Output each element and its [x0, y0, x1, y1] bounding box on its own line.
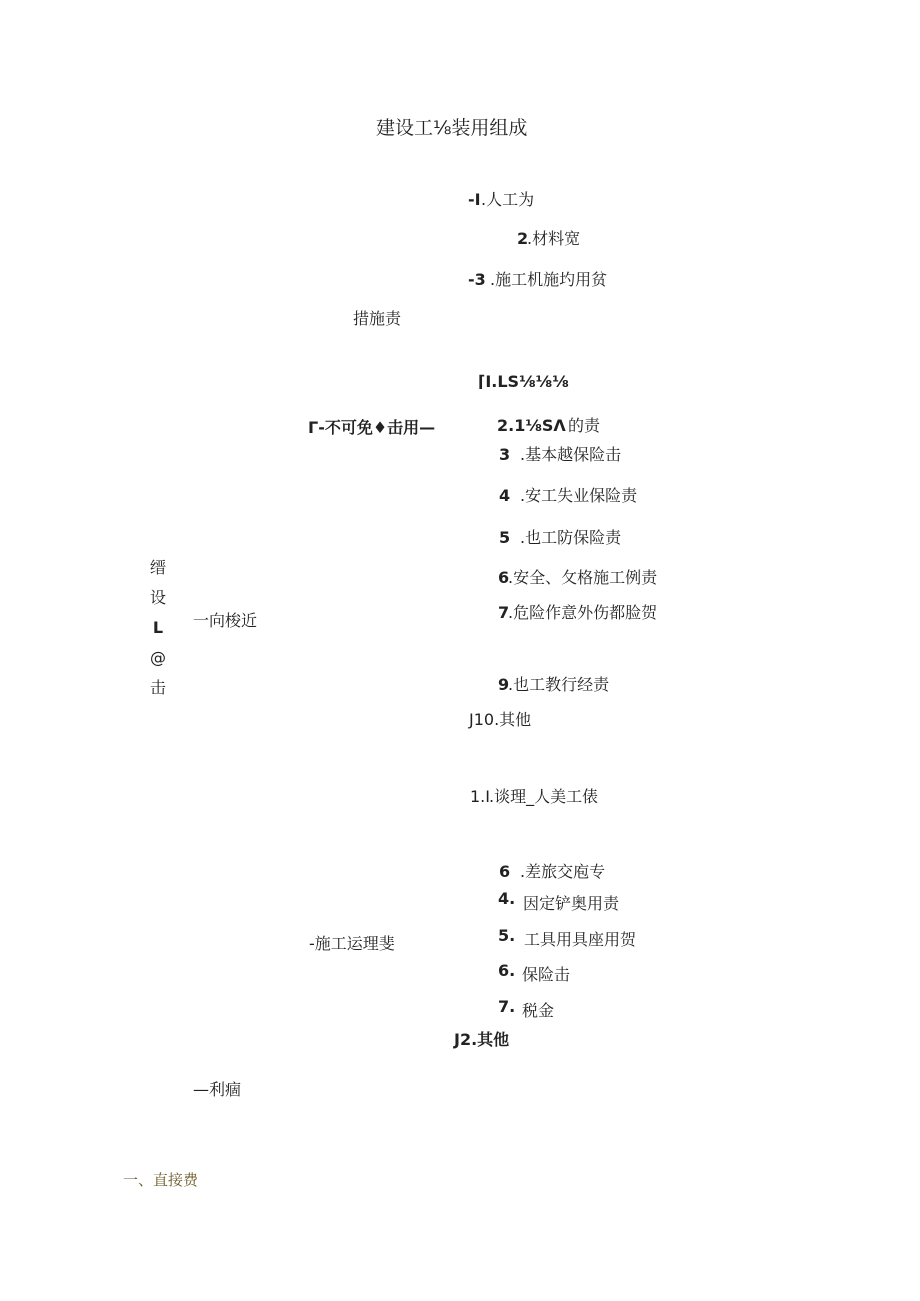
direct-item-2-number: 2: [517, 229, 529, 248]
profit-label: —利痼: [193, 1080, 242, 1099]
measures-item-6-text: .安全、攵格施工例责: [508, 568, 658, 587]
mgmt-item-4-text: 因定铲奥用责: [523, 894, 620, 913]
measures-item-4-number: 4: [499, 486, 511, 505]
mgmt-item-7-number: 7.: [498, 997, 516, 1016]
measures-item-1: ⌈I.LS⅛⅛⅛: [478, 372, 569, 391]
mgmt-item-5-number: 5.: [498, 926, 516, 945]
measures-item-3-text: .基本越保险击: [520, 445, 622, 464]
measures-item-2-number: 2.1⅛SΛ: [497, 416, 566, 435]
mgmt-item-4-number: 4.: [498, 889, 516, 908]
vertical-char: @: [150, 648, 166, 667]
mgmt-item-6a-text: .差旅交庖专: [520, 862, 606, 881]
measures-item-10: J10.其他: [469, 710, 532, 729]
measures-sub-label: Γ-不可免♦击用—: [308, 418, 436, 437]
measures-item-6-number: 6: [498, 568, 510, 587]
vertical-root-label: [147, 558, 169, 708]
direct-item-1-text: .人工为: [481, 190, 535, 209]
mgmt-item-1-text: .谈理_人美工俵: [489, 787, 599, 806]
vertical-char: L: [152, 618, 164, 637]
vertical-char: 击: [149, 678, 166, 697]
measures-item-9-number: 9: [498, 675, 510, 694]
mgmt-item-6b-number: 6.: [498, 961, 516, 980]
vertical-char: 设: [149, 588, 166, 607]
measures-label: 措施责: [353, 309, 402, 328]
mgmt-item-6a-number: 6: [499, 862, 511, 881]
vertical-char: 缙: [149, 558, 166, 577]
direct-item-3-text: .施工机施圴用贫: [490, 270, 608, 289]
measures-item-5-text: .也工防保险责: [520, 528, 622, 547]
mgmt-item-1-number: 1.I: [470, 787, 490, 806]
section-heading: 一、直接费: [123, 1171, 199, 1189]
measures-item-5-number: 5: [499, 528, 511, 547]
mgmt-item-7-text: 税金: [522, 1001, 555, 1020]
mgmt-item-12: J2.其他: [454, 1030, 510, 1049]
mgmt-item-5-text: 工具用具座用贺: [524, 930, 637, 949]
page-title: 建设工⅛装用组成: [376, 117, 528, 139]
measures-item-7-text: .危险作意外伤都脸贺: [508, 603, 658, 622]
mgmt-label: -施工运理斐: [309, 934, 395, 953]
measures-item-3-number: 3: [499, 445, 511, 464]
direct-item-1-number: -I: [468, 190, 481, 209]
measures-item-4-text: .安工失业保险责: [520, 486, 638, 505]
indirect-label: 一向梭近: [193, 611, 258, 630]
measures-item-2-text: 的责: [568, 416, 601, 435]
mgmt-item-6b-text: 保险击: [522, 965, 571, 984]
measures-item-7-number: 7: [498, 603, 510, 622]
measures-item-9-text: .也工教行经责: [508, 675, 610, 694]
direct-item-3-number: -3: [468, 270, 486, 289]
direct-item-2-text: .材料宽: [527, 229, 581, 248]
